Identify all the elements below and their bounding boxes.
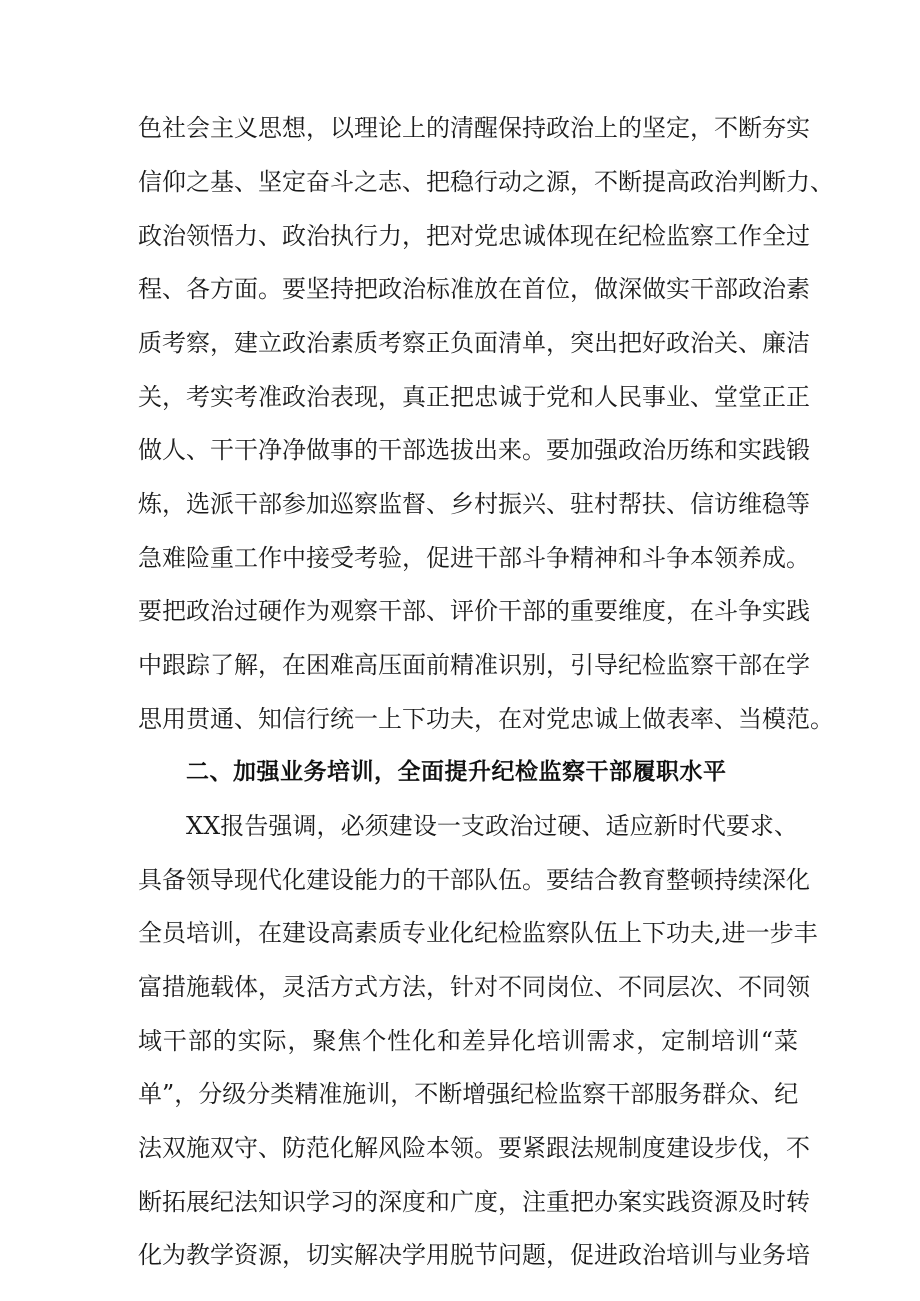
- body-text-line: 关，考实考准政治表现，真正把忠诚于党和人民事业、堂堂正正: [138, 383, 810, 411]
- section-heading: 二、加强业务培训，全面提升纪检监察干部履职水平: [186, 759, 727, 785]
- body-text-line: 化为教学资源，切实解决学用脱节问题，促进政治培训与业务培: [138, 1241, 810, 1269]
- body-text-line: 断拓展纪法知识学习的深度和广度，注重把办案实践资源及时转: [138, 1188, 810, 1216]
- body-text-line: 急难险重工作中接受考验，促进干部斗争精神和斗争本领养成。: [138, 544, 810, 572]
- body-text-line: 炼，选派干部参加巡察监督、乡村振兴、驻村帮扶、信访维稳等: [138, 490, 810, 518]
- body-text-line: 色社会主义思想，以理论上的清醒保持政治上的坚定，不断夯实: [138, 114, 810, 142]
- body-text-line: 思用贯通、知信行统一上下功夫，在对党忠诚上做表率、当模范。: [138, 705, 834, 733]
- body-text-line: 中跟踪了解，在困难高压面前精准识别，引导纪检监察干部在学: [138, 651, 810, 679]
- body-text-line: 域干部的实际，聚焦个性化和差异化培训需求，定制培训“菜: [138, 1027, 798, 1055]
- body-text-line: 质考察，建立政治素质考察正负面清单，突出把好政治关、廉洁: [138, 329, 810, 357]
- body-text-line: 全员培训，在建设高素质专业化纪检监察队伍上下功夫,进一步丰: [138, 919, 818, 947]
- body-text-line: 做人、干干净净做事的干部选拔出来。要加强政治历练和实践锻: [138, 436, 810, 464]
- body-text-line: 富措施载体，灵活方式方法，针对不同岗位、不同层次、不同领: [138, 973, 810, 1001]
- body-text-line: 具备领导现代化建设能力的干部队伍。要结合教育整顿持续深化: [138, 866, 810, 894]
- body-text-line: 政治领悟力、政治执行力，把对党忠诚体现在纪检监察工作全过: [138, 222, 810, 250]
- body-text-line: XX报告强调，必须建设一支政治过硬、适应新时代要求、: [186, 812, 798, 840]
- body-text-line: 信仰之基、坚定奋斗之志、把稳行动之源，不断提高政治判断力、: [138, 168, 834, 196]
- body-text-line: 程、各方面。要坚持把政治标准放在首位，做深做实干部政治素: [138, 275, 810, 303]
- body-text-line: 法双施双守、防范化解风险本领。要紧跟法规制度建设步伐，不: [138, 1134, 810, 1162]
- body-text-line: 单”，分级分类精准施训，不断增强纪检监察干部服务群众、纪: [138, 1080, 799, 1108]
- body-text-line: 要把政治过硬作为观察干部、评价干部的重要维度，在斗争实践: [138, 597, 810, 625]
